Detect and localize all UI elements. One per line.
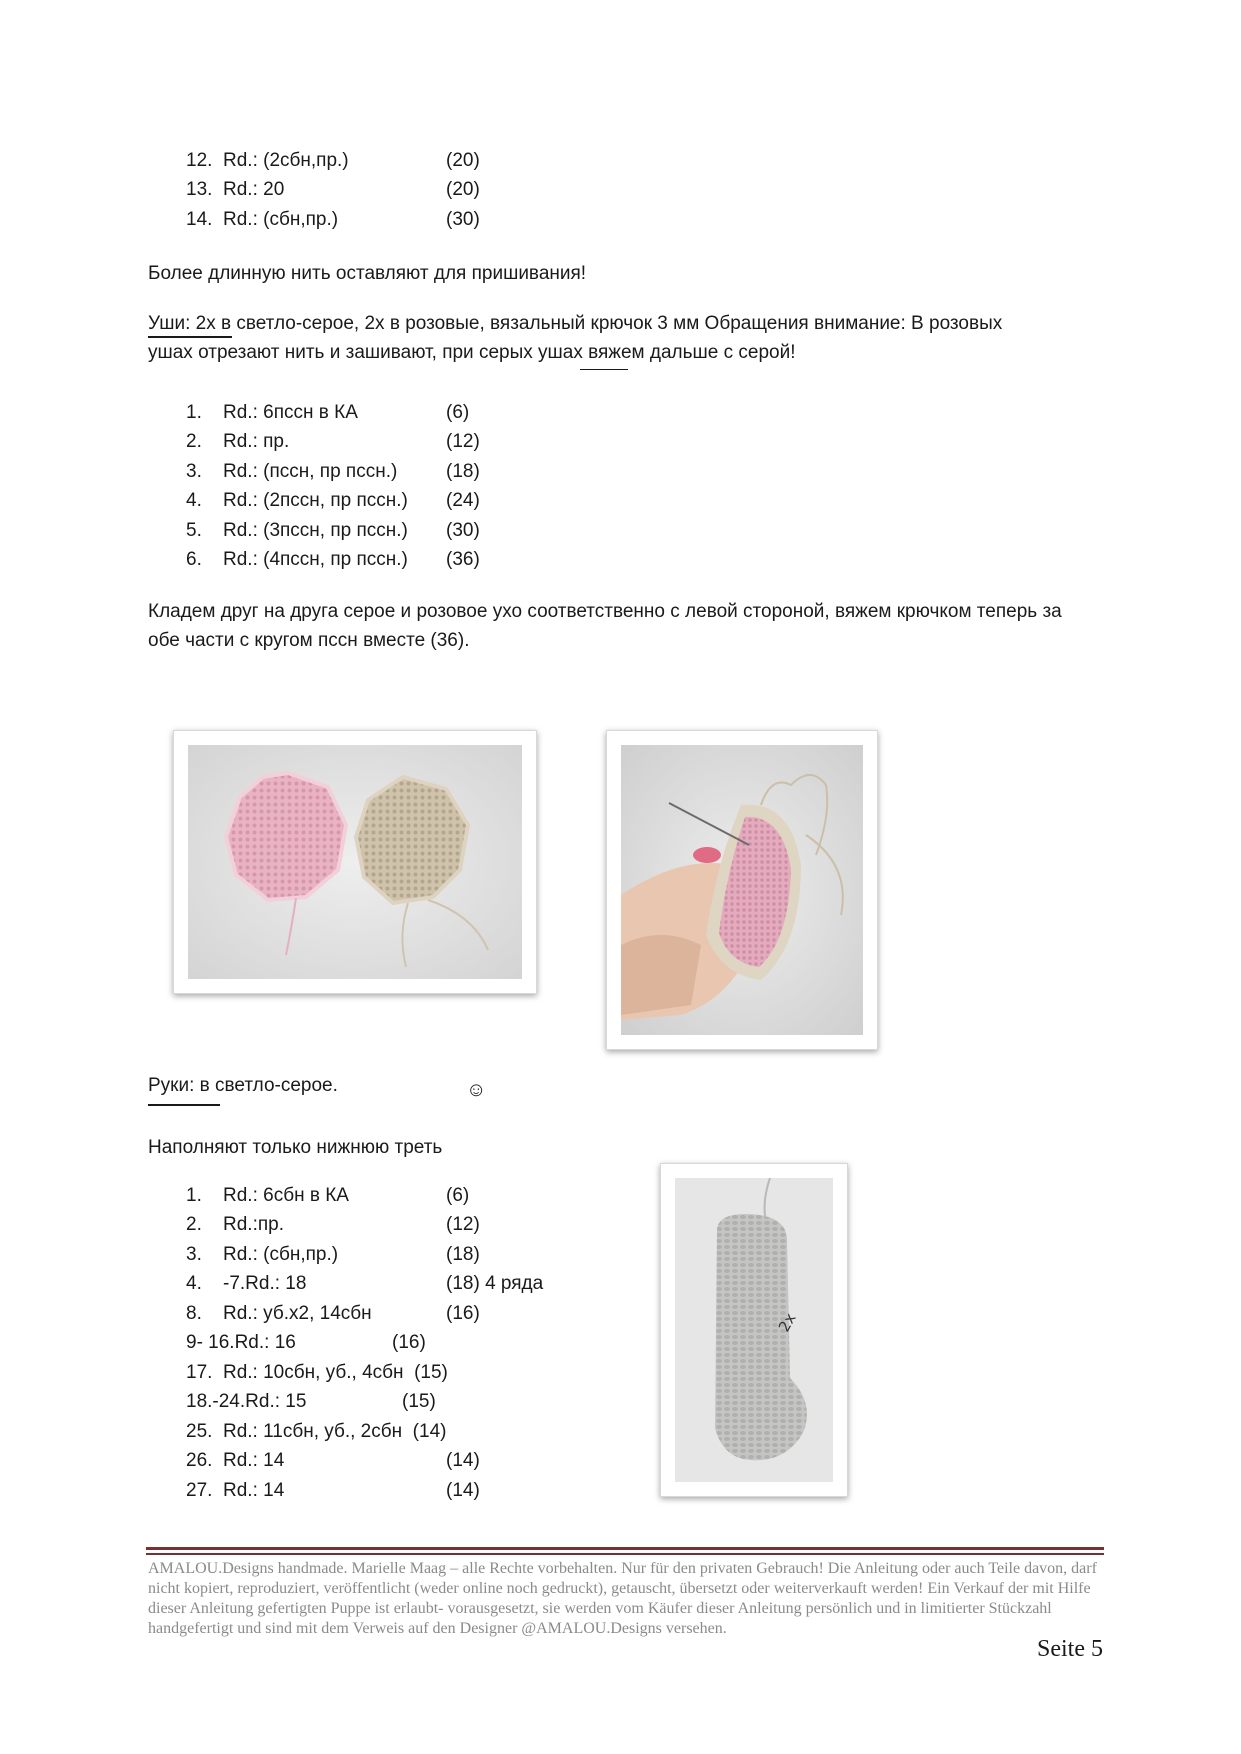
list-item: 25. Rd.: 11сбн, уб., 2сбн (14) [186, 1421, 447, 1442]
arms-heading: Руки: [148, 1075, 195, 1096]
photo-ear-join [606, 730, 878, 1050]
photo-ear-circles-image [188, 745, 522, 979]
list-item: 9- 16.Rd.: 16 [186, 1332, 296, 1353]
list-item: 17. Rd.: 10сбн, уб., 4сбн (15) [186, 1362, 448, 1383]
photo-arm-image [675, 1178, 833, 1482]
list-item-count: (16) [392, 1332, 426, 1353]
arms-heading-underline [148, 1104, 220, 1106]
fill-note: Наполняют только нижнюю треть [148, 1137, 443, 1158]
photo-arm-label: 2x [774, 1310, 800, 1335]
photo-arm [660, 1163, 848, 1497]
smiley-icon: ☺ [466, 1079, 487, 1101]
arms-heading-line: Руки: в светло-серое. [148, 1075, 338, 1096]
ears-paragraph [148, 309, 1098, 367]
footer-divider-thin [146, 1553, 1104, 1555]
ears-word-underline [580, 369, 628, 370]
join-paragraph: Кладем друг на друга серое и розовое ухо соответственно с левой стороной, вяжем крючком теперь за обе части с кругом пссн вместе (36). [148, 601, 1062, 651]
note-long-thread: Более длинную нить оставляют для пришивания! [148, 263, 587, 284]
footer-copyright: AMALOU.Designs handmade. Marielle Maag – alle Rechte vorbehalten. Nur für den privaten Gebrauch! Die Anleitung oder auch Teile davon, darf nicht kopiert, reproduziert, veröffentlicht (weder online noch gedruckt), getauscht, übersetzt oder weiterverkauft werden! Ein Verkauf der mit Hilfe dieser Anleitung gefertigten Puppe ist erlaubt- vorausgesetzt, sie werden vom Käufer dieser Anleitung persönlich und in limitierter Stückzahl handgefertigt und sind mit dem Verweis auf den Designer @AMALOU.Designs versehen. [148, 1560, 1097, 1637]
photo-ear-join-image [621, 745, 863, 1035]
footer-divider [146, 1547, 1104, 1550]
page-number: Seite 5 [1037, 1636, 1103, 1662]
photo-ear-circles [173, 730, 537, 994]
ears-heading: Уши: [148, 313, 191, 334]
list-item: 18.-24.Rd.: 15 [186, 1391, 307, 1412]
ears-line-1: Уши: 2x в светло-серое, 2x в розовые, вязальный крючок 3 мм Обращения внимание: В розовых [148, 313, 1003, 334]
list-item-count: (15) [402, 1391, 436, 1412]
ears-heading-underline [148, 336, 232, 338]
ears-line-2: ушах отрезают нить и зашивают, при серых ушах вяжем дальше с серой! [148, 342, 796, 363]
